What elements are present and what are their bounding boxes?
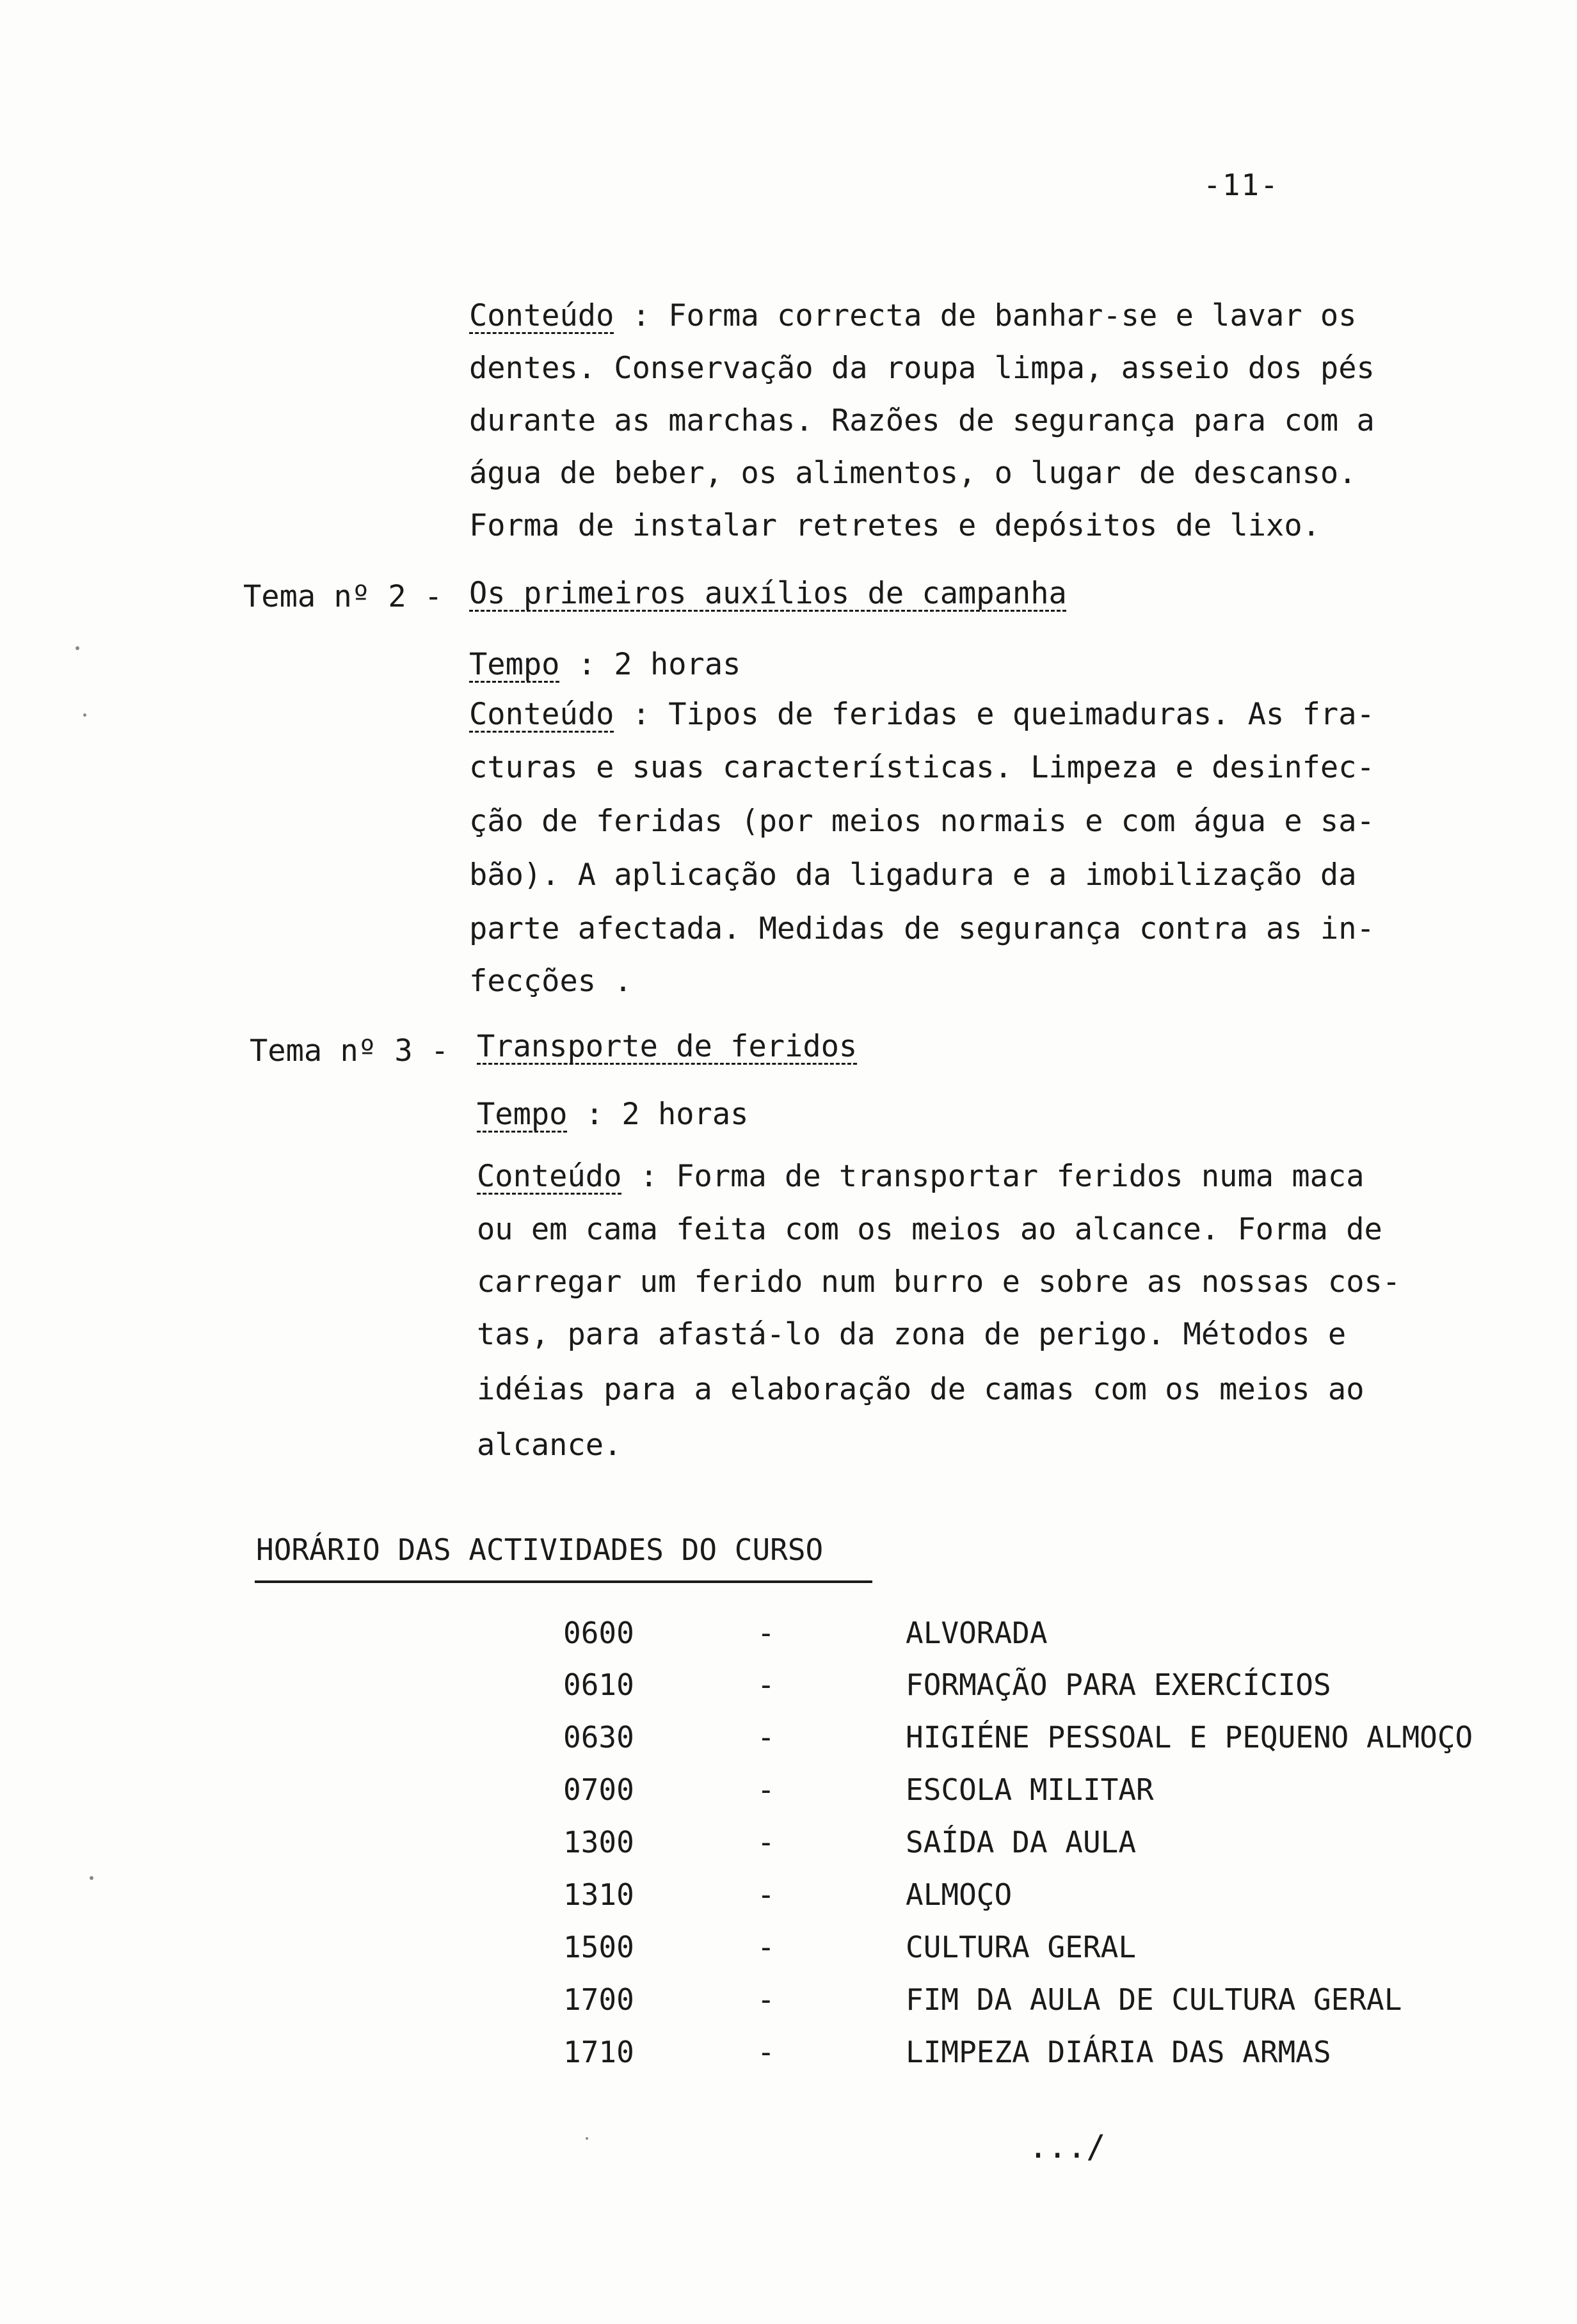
tema2-tempo: Tempo : 2 horas	[469, 647, 741, 682]
schedule-row	[0, 1930, 1577, 1981]
schedule-row	[0, 1616, 1577, 1667]
schedule-time: 1310	[563, 1877, 634, 1912]
tema3-tempo-label: Tempo	[477, 1097, 568, 1132]
schedule-dash: -	[757, 1930, 775, 1964]
scan-speck	[83, 713, 86, 717]
tema3-line-4: tas, para afastá-lo da zona de perigo. Métodos e	[477, 1317, 1347, 1352]
schedule-activity: FIM DA AULA DE CULTURA GERAL	[906, 1982, 1402, 2017]
tema2-conteudo-label: Conteúdo	[469, 697, 614, 732]
schedule-dash: -	[757, 1616, 775, 1650]
tema2-line-3: ção de feridas (por meios normais e com água e sa-	[469, 804, 1375, 839]
schedule-row	[0, 1877, 1577, 1929]
intro-line-5: Forma de instalar retretes e depósitos de lixo.	[469, 508, 1320, 543]
schedule-activity: LIMPEZA DIÁRIA DAS ARMAS	[906, 2035, 1331, 2069]
scan-speck	[586, 2137, 588, 2140]
tema2-title: Os primeiros auxílios de campanha	[469, 576, 1067, 611]
tema3-tempo: Tempo : 2 horas	[477, 1097, 749, 1132]
tema3-line-5: idéias para a elaboração de camas com os meios ao	[477, 1372, 1365, 1407]
schedule-time: 1300	[563, 1825, 634, 1859]
tema3-title: Transporte de feridos	[477, 1029, 858, 1064]
tema2-line-5: parte afectada. Medidas de segurança contra as in-	[469, 911, 1375, 946]
schedule-heading-rule	[255, 1580, 872, 1583]
tema3-line-2: ou em cama feita com os meios ao alcance. Forma de	[477, 1212, 1382, 1247]
schedule-row	[0, 1982, 1577, 2034]
tema2-line-2: cturas e suas características. Limpeza e desinfec-	[469, 750, 1375, 785]
schedule-dash: -	[757, 1877, 775, 1912]
tema2-line-4: bão). A aplicação da ligadura e a imobilização da	[469, 857, 1357, 893]
schedule-time: 0630	[563, 1720, 634, 1755]
schedule-time: 0700	[563, 1772, 634, 1807]
schedule-activity: CULTURA GERAL	[906, 1930, 1137, 1964]
intro-line-3: durante as marchas. Razões de segurança para com a	[469, 403, 1375, 438]
schedule-dash: -	[757, 1772, 775, 1807]
continuation-mark: .../	[1029, 2128, 1106, 2165]
schedule-activity: ESCOLA MILITAR	[906, 1772, 1154, 1807]
schedule-activity: ALVORADA	[906, 1616, 1048, 1650]
tema2-line-1: Conteúdo : Tipos de feridas e queimaduras. As fra-	[469, 697, 1375, 732]
schedule-time: 1700	[563, 1982, 634, 2017]
scan-speck	[76, 646, 79, 650]
intro-line-1: Conteúdo : Forma correcta de banhar-se e lavar os	[469, 298, 1357, 333]
schedule-time: 0610	[563, 1667, 634, 1702]
schedule-row	[0, 1825, 1577, 1876]
schedule-dash: -	[757, 2035, 775, 2069]
schedule-row	[0, 1720, 1577, 1771]
tema3-label: Tema nº 3 -	[250, 1033, 449, 1069]
tema3-line-1: Conteúdo : Forma de transportar feridos numa maca	[477, 1159, 1365, 1194]
schedule-dash: -	[757, 1825, 775, 1859]
schedule-activity: HIGIÉNE PESSOAL E PEQUENO ALMOÇO	[906, 1720, 1473, 1755]
tema2-label: Tema nº 2 -	[243, 579, 443, 614]
schedule-dash: -	[757, 1667, 775, 1702]
schedule-heading: HORÁRIO DAS ACTIVIDADES DO CURSO	[256, 1532, 824, 1567]
scan-speck	[90, 1876, 93, 1880]
schedule-activity: ALMOÇO	[906, 1877, 1013, 1912]
tema3-conteudo-label: Conteúdo	[477, 1159, 622, 1194]
schedule-time: 1500	[563, 1930, 634, 1964]
schedule-dash: -	[757, 1982, 775, 2017]
schedule-dash: -	[757, 1720, 775, 1755]
tema2-line-6: fecções .	[469, 964, 632, 999]
schedule-activity: SAÍDA DA AULA	[906, 1825, 1137, 1859]
schedule-row	[0, 1772, 1577, 1824]
schedule-row	[0, 1667, 1577, 1719]
schedule-row	[0, 2035, 1577, 2086]
intro-line-2: dentes. Conservação da roupa limpa, asseio dos pés	[469, 351, 1375, 386]
schedule-activity: FORMAÇÃO PARA EXERCÍCIOS	[906, 1667, 1331, 1702]
tema3-line-3: carregar um ferido num burro e sobre as nossas cos-	[477, 1264, 1401, 1300]
page-number: -11-	[1203, 168, 1279, 202]
intro-conteudo-label: Conteúdo	[469, 298, 614, 333]
schedule-time: 1710	[563, 2035, 634, 2069]
tema3-line-6: alcance.	[477, 1428, 622, 1463]
intro-line-4: água de beber, os alimentos, o lugar de descanso.	[469, 456, 1357, 491]
tema2-tempo-label: Tempo	[469, 647, 560, 682]
schedule-time: 0600	[563, 1616, 634, 1650]
